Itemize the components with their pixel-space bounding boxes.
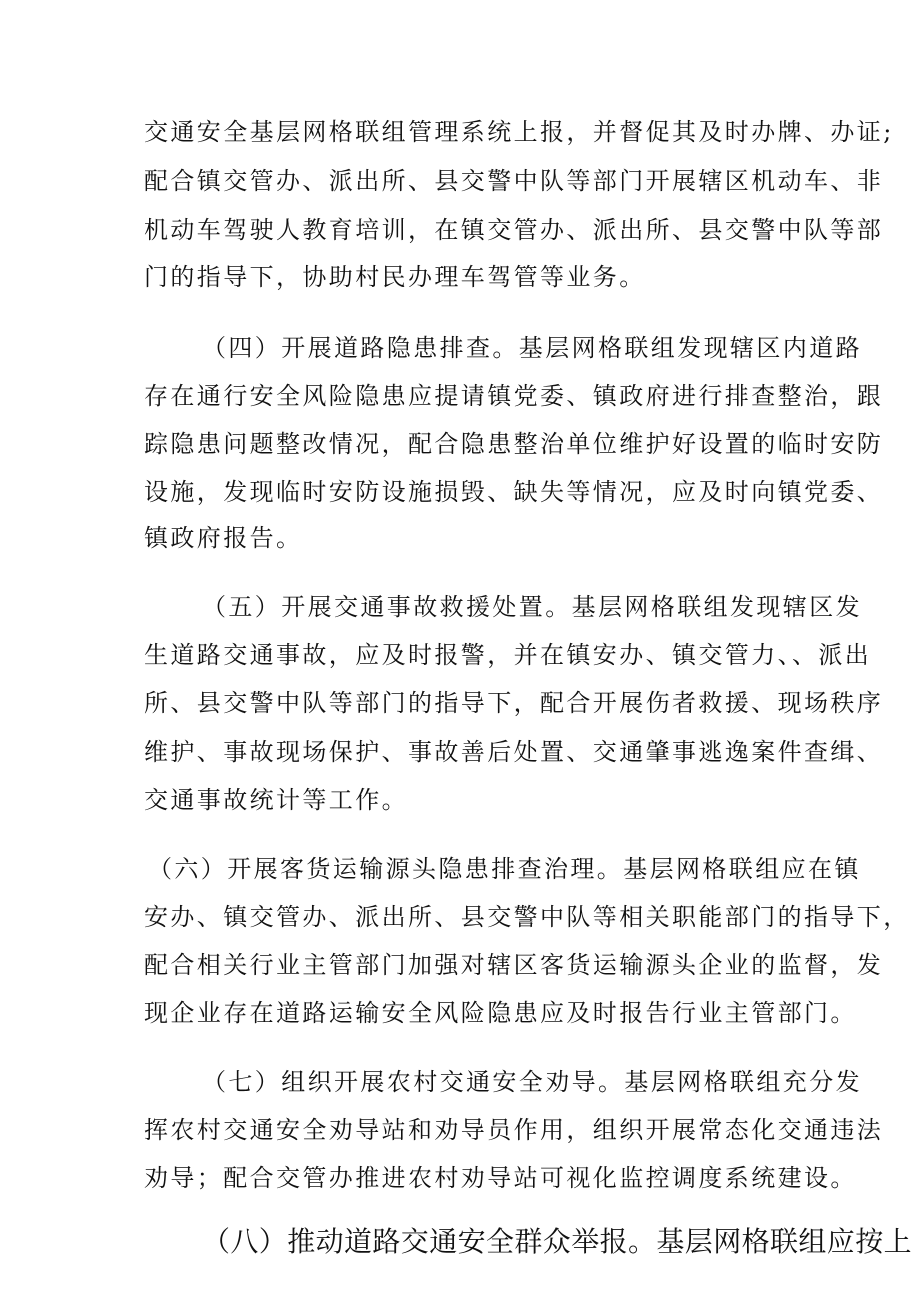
text-line: 维护、事故现场保护、事故善后处置、交通肇事逃逸案件查缉、 [144,738,884,766]
text-line: 挥农村交通安全劝导站和劝导员作用，组织开展常态化交通违法 [144,1116,884,1144]
text-line: 生道路交通事故，应及时报警，并在镇安办、镇交管力、、派出 [144,641,872,669]
text-line: 安办、镇交管办、派出所、县交警中队等相关职能部门的指导下， [144,903,910,931]
text-line: 镇政府报告。 [144,524,303,552]
text-line: 交通安全基层网格联组管理系统上报，并督促其及时办牌、办证; [144,118,894,146]
text-line: 劝导；配合交管办推进农村劝导站可视化监控调度系统建设。 [144,1164,857,1192]
text-line: 配合相关行业主管部门加强对辖区客货运输源头企业的监督，发 [144,951,884,979]
text-line: 设施，发现临时安防设施损毁、缺失等情况，应及时向镇党委、 [144,478,884,506]
text-line: （四）开展道路隐患排查。基层网格联组发现辖区内道路 [202,334,862,362]
text-line: （六）开展客货运输源头隐患排查治理。基层网格联组应在镇 [148,855,861,883]
text-line: 配合镇交管办、派出所、县交警中队等部门开展辖区机动车、非 [144,167,884,195]
text-line: （七）组织开展农村交通安全劝导。基层网格联组充分发 [202,1068,862,1096]
text-line: 现企业存在道路运输安全风险隐患应及时报告行业主管部门。 [144,999,857,1027]
text-line: （八）推动道路交通安全群众举报。基层网格联组应按上 [202,1225,913,1258]
text-line: 踪隐患问题整改情况，配合隐患整治单位维护好设置的临时安防 [144,430,884,458]
text-line: 机动车驾驶人教育培训，在镇交管办、派出所、县交警中队等部 [144,216,884,244]
text-line: （五）开展交通事故救援处置。基层网格联组发现辖区发 [202,593,862,621]
text-line: 存在通行安全风险隐患应提请镇党委、镇政府进行排查整治，跟 [144,382,884,410]
text-line: 所、县交警中队等部门的指导下，配合开展伤者救援、现场秩序 [144,689,884,717]
text-line: 交通事故统计等工作。 [144,786,408,814]
text-line: 门的指导下，协助村民办理车驾管等业务。 [144,263,646,291]
